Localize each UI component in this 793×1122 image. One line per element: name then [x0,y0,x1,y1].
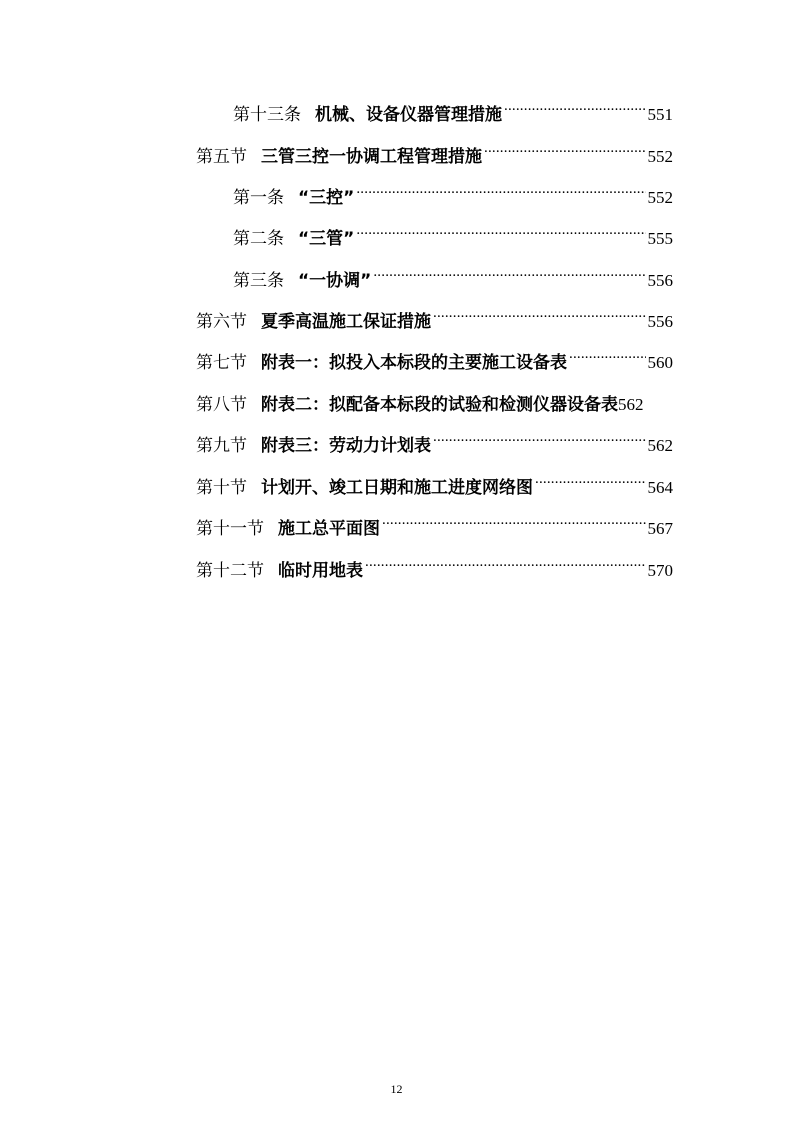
toc-entry-title: “一协调” [298,271,372,291]
toc-entry-title: 附表一：拟投入本标段的主要施工设备表 [261,353,567,373]
dot-leader [382,512,646,534]
toc-entry-number: 第八节 [196,395,247,415]
toc-entry-page: 562 [647,436,673,455]
toc-entry-page: 552 [647,147,673,166]
toc-entry-page: 564 [647,478,673,497]
toc-entry[interactable] [233,181,673,209]
toc-entry-title: “三控” [298,188,355,208]
dot-leader [484,140,646,162]
dot-leader [535,471,646,493]
toc-entry-page: 562 [618,395,644,414]
toc-entry-page: 570 [647,561,673,580]
toc-entry-number: 第九节 [196,436,247,456]
toc-entry-number: 第十节 [196,478,247,498]
toc-entry-number: 第七节 [196,353,247,373]
toc-entry-page: 551 [647,105,673,124]
toc-entry-number: 第五节 [196,147,247,167]
toc-entry-page: 560 [647,353,673,372]
toc-entry-page: 556 [647,271,673,290]
toc-entry-title: 机械、设备仪器管理措施 [315,105,502,125]
toc-entry-title: 附表三：劳动力计划表 [261,436,431,456]
toc-entry[interactable] [233,222,673,250]
dot-leader [356,181,645,203]
toc-entry[interactable] [233,98,673,126]
toc-entry[interactable] [196,346,673,374]
toc-entry[interactable] [196,471,673,499]
toc-entry[interactable] [196,512,673,540]
dot-leader [356,222,645,244]
toc-entry[interactable] [233,264,673,292]
dot-leader [433,305,646,327]
dot-leader [569,346,646,368]
toc-entry-number: 第十二节 [196,561,264,581]
dot-leader [365,554,646,576]
dot-leader [373,264,645,286]
toc-entry-number: 第十一节 [196,519,264,539]
dot-leader [433,429,646,451]
toc-entry-number: 第六节 [196,312,247,332]
toc-entry[interactable] [196,140,673,168]
toc-entry-title: 临时用地表 [278,561,363,581]
toc-entry-page: 567 [647,519,673,538]
toc-entry-title: 夏季高温施工保证措施 [261,312,431,332]
toc-entry-number: 第十三条 [233,105,301,125]
toc-entry[interactable] [196,388,673,416]
toc-entry-number: 第一条 [233,188,284,208]
toc-entry-number: 第二条 [233,229,284,249]
toc-entry-title: 计划开、竣工日期和施工进度网络图 [261,478,533,498]
toc-entry-page: 556 [647,312,673,331]
toc-entry-title: “三管” [298,229,355,249]
toc-entry-title: 三管三控一协调工程管理措施 [261,147,482,167]
toc-entry-page: 555 [647,229,673,248]
page-number-footer: 12 [390,1082,403,1096]
toc-entry-title: 附表二：拟配备本标段的试验和检测仪器设备表 [261,395,618,415]
toc-entry-title: 施工总平面图 [278,519,380,539]
toc-entry[interactable] [196,554,673,582]
dot-leader [504,98,646,120]
toc-entry[interactable] [196,305,673,333]
toc-entry-page: 552 [647,188,673,207]
toc-entry[interactable] [196,429,673,457]
toc-entry-number: 第三条 [233,271,284,291]
